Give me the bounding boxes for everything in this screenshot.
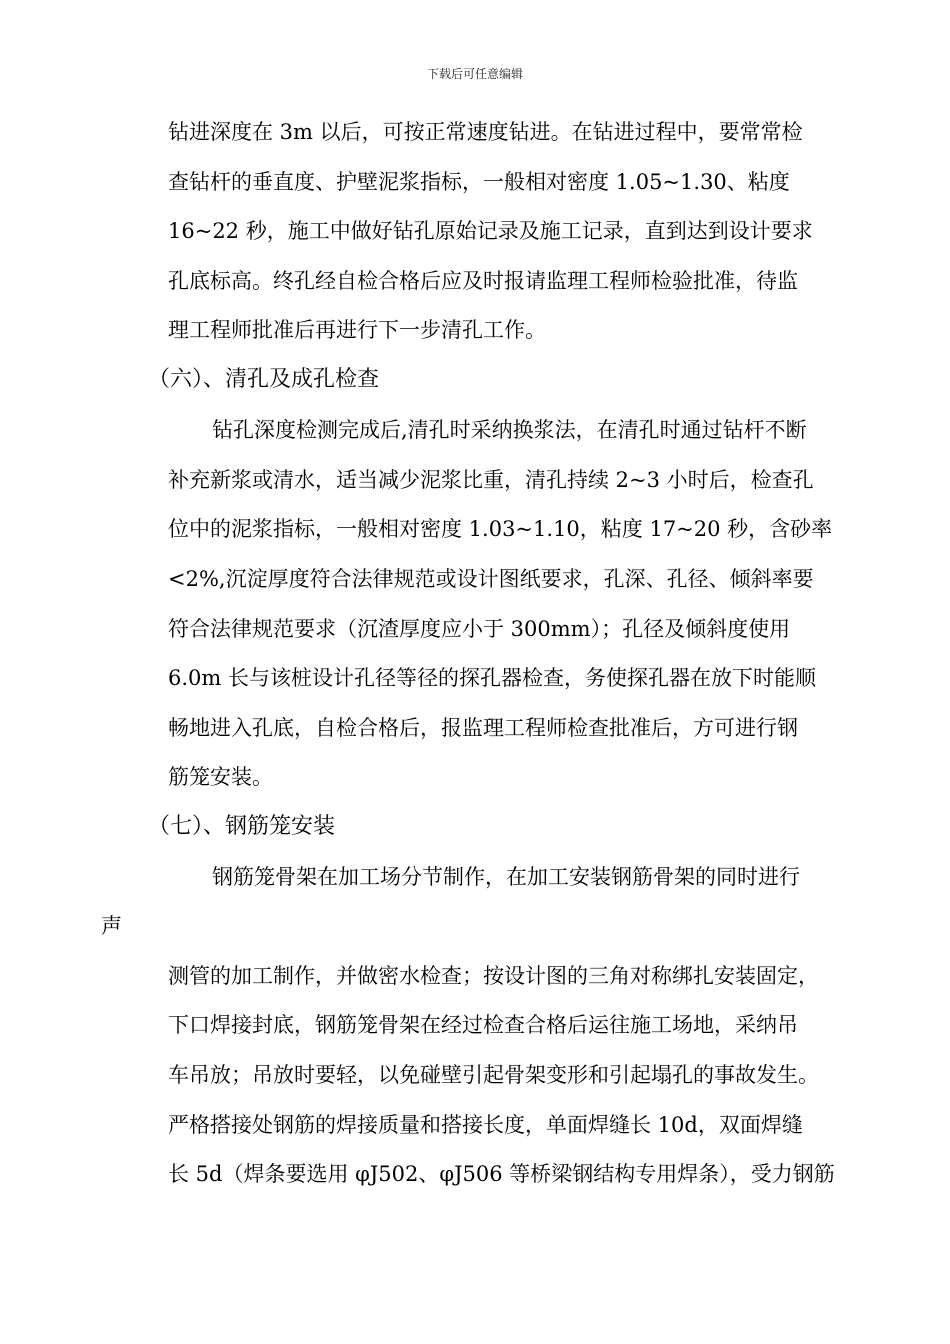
- body-line: 理工程师批准后再进行下一步清孔工作。: [168, 318, 546, 342]
- section-heading: （七）、钢筋笼安装: [148, 814, 336, 839]
- body-line: <2%,沉淀厚度符合法律规范或设计图纸要求，孔深、孔径、倾斜率要: [168, 567, 814, 591]
- body-line: 孔底标高。终孔经自检合格后应及时报请监理工程师检验批准，待监: [168, 269, 798, 293]
- body-line: 下口焊接封底，钢筋笼骨架在经过检查合格后运往施工场地，采纳吊: [168, 1013, 798, 1037]
- body-line: 16~22 秒，施工中做好钻孔原始记录及施工记录，直到达到设计要求: [168, 219, 813, 243]
- body-line: 补充新浆或清水，适当减少泥浆比重，清孔持续 2~3 小时后，检查孔: [168, 468, 814, 492]
- body-line: 声: [101, 914, 122, 938]
- body-line: 位中的泥浆指标，一般相对密度 1.03~1.10，粘度 17~20 秒，含砂率: [168, 517, 833, 541]
- body-line: 钻孔深度检测完成后,清孔时采纳换浆法，在清孔时通过钻杆不断: [212, 418, 807, 442]
- body-line: 畅地进入孔底，自检合格后，报监理工程师检查批准后，方可进行钢: [168, 716, 798, 740]
- page-header: 下载后可任意编辑: [426, 67, 523, 81]
- body-line: 查钻杆的垂直度、护壁泥浆指标，一般相对密度 1.05~1.30、粘度: [168, 170, 790, 194]
- body-line: 6.0m 长与该桩设计孔径等径的探孔器检查，务使探孔器在放下时能顺: [168, 666, 816, 690]
- body-line: 车吊放；吊放时要轻，以免碰壁引起骨架变形和引起塌孔的事故发生。: [168, 1063, 819, 1087]
- body-line: 钢筋笼骨架在加工场分节制作，在加工安装钢筋骨架的同时进行: [212, 865, 800, 889]
- body-line: 筋笼安装。: [168, 765, 273, 789]
- section-heading: （六）、清孔及成孔检查: [148, 367, 380, 392]
- body-line: 测管的加工制作，并做密水检查；按设计图的三角对称绑扎安装固定，: [168, 964, 819, 988]
- body-line: 严格搭接处钢筋的焊接质量和搭接长度，单面焊缝长 10d，双面焊缝: [168, 1113, 803, 1137]
- body-line: 符合法律规范要求（沉渣厚度应小于 300mm）；孔径及倾斜度使用: [168, 617, 791, 641]
- body-line: 钻进深度在 3m 以后，可按正常速度钻进。在钻进过程中，要常常检: [168, 120, 803, 144]
- body-line: 长 5d（焊条要选用 φJ502、φJ506 等桥梁钢结构专用焊条），受力钢筋: [168, 1162, 835, 1186]
